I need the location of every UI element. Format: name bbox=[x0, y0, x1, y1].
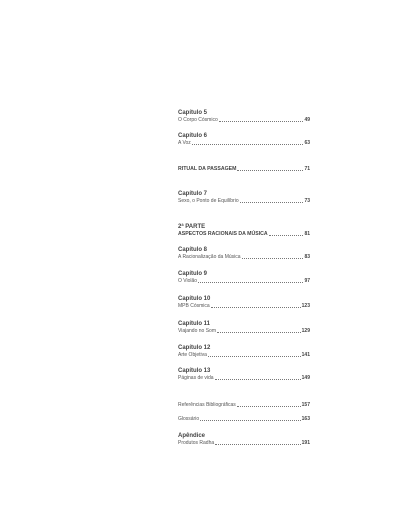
page-number: 129 bbox=[301, 328, 310, 334]
entry-title: A Voz bbox=[178, 140, 191, 146]
page-number: 141 bbox=[301, 352, 310, 358]
page-number: 73 bbox=[304, 198, 310, 204]
dot-leader bbox=[198, 281, 303, 283]
chapter-heading: Capítulo 13 bbox=[178, 368, 211, 374]
entry-title: RITUAL DA PASSAGEM bbox=[178, 166, 237, 172]
page-number: 157 bbox=[301, 402, 310, 408]
dot-leader bbox=[217, 331, 301, 333]
toc-entry-chapter-8 bbox=[178, 247, 310, 261]
part-heading: 2ª PARTE bbox=[178, 224, 206, 230]
chapter-heading: Capítulo 12 bbox=[178, 345, 211, 351]
page-number: 63 bbox=[304, 140, 310, 146]
toc-entry-chapter-7 bbox=[178, 191, 310, 205]
entry-title: O Violão bbox=[178, 278, 198, 284]
entry-title: O Corpo Cósmico bbox=[178, 117, 218, 123]
page-number: 71 bbox=[304, 166, 310, 172]
entry-title: Glossário bbox=[178, 416, 200, 422]
dot-leader bbox=[192, 143, 304, 145]
toc-entry-chapter-9 bbox=[178, 271, 310, 285]
page-number: 149 bbox=[301, 375, 310, 381]
dot-leader bbox=[219, 120, 304, 122]
page-number: 49 bbox=[304, 117, 310, 123]
toc-entry-chapter-10 bbox=[178, 296, 310, 310]
page-number: 81 bbox=[304, 231, 310, 237]
entry-title: ASPECTOS RACIONAIS DA MÚSICA bbox=[178, 231, 268, 237]
dot-leader bbox=[215, 378, 301, 380]
dot-leader bbox=[237, 405, 301, 407]
dot-leader bbox=[240, 201, 304, 203]
entry-title: Referências Bibliográficas bbox=[178, 402, 236, 408]
entry-title: A Racionalização da Música bbox=[178, 254, 241, 260]
dot-leader bbox=[237, 169, 303, 171]
toc-entry-references bbox=[178, 402, 310, 409]
page-number: 83 bbox=[304, 254, 310, 260]
dot-leader bbox=[200, 419, 301, 421]
entry-title: Viajando no Som bbox=[178, 328, 216, 334]
toc-entry-ritual bbox=[178, 166, 310, 173]
toc-entry-chapter-5 bbox=[178, 110, 310, 124]
dot-leader bbox=[215, 443, 301, 445]
chapter-heading: Capítulo 10 bbox=[178, 296, 211, 302]
page-number: 191 bbox=[301, 440, 310, 446]
chapter-heading: Capítulo 8 bbox=[178, 247, 208, 253]
appendix-heading: Apêndice bbox=[178, 433, 206, 439]
dot-leader bbox=[242, 257, 304, 259]
page-number: 163 bbox=[301, 416, 310, 422]
entry-title: Arte Objetiva bbox=[178, 352, 207, 358]
entry-title: Sexo, o Ponto de Equilíbrio bbox=[178, 198, 239, 204]
entry-title: Páginas de vida bbox=[178, 375, 214, 381]
toc-entry-glossary bbox=[178, 416, 310, 423]
toc-entry-chapter-11 bbox=[178, 321, 310, 335]
chapter-heading: Capítulo 11 bbox=[178, 321, 211, 327]
chapter-heading: Capítulo 9 bbox=[178, 271, 208, 277]
toc-entry-appendix bbox=[178, 433, 310, 447]
toc-entry-chapter-6 bbox=[178, 133, 310, 147]
page-number: 97 bbox=[304, 278, 310, 284]
toc-entry-chapter-13 bbox=[178, 368, 310, 382]
dot-leader bbox=[269, 234, 304, 236]
entry-title: Produtos Radha bbox=[178, 440, 215, 446]
entry-title: MPB Cósmica bbox=[178, 303, 210, 309]
dot-leader bbox=[211, 306, 301, 308]
chapter-heading: Capítulo 5 bbox=[178, 110, 208, 116]
toc-entry-chapter-12 bbox=[178, 345, 310, 359]
dot-leader bbox=[208, 355, 301, 357]
page-number: 123 bbox=[301, 303, 310, 309]
chapter-heading: Capítulo 6 bbox=[178, 133, 208, 139]
toc-entry-part-2 bbox=[178, 224, 310, 238]
chapter-heading: Capítulo 7 bbox=[178, 191, 208, 197]
